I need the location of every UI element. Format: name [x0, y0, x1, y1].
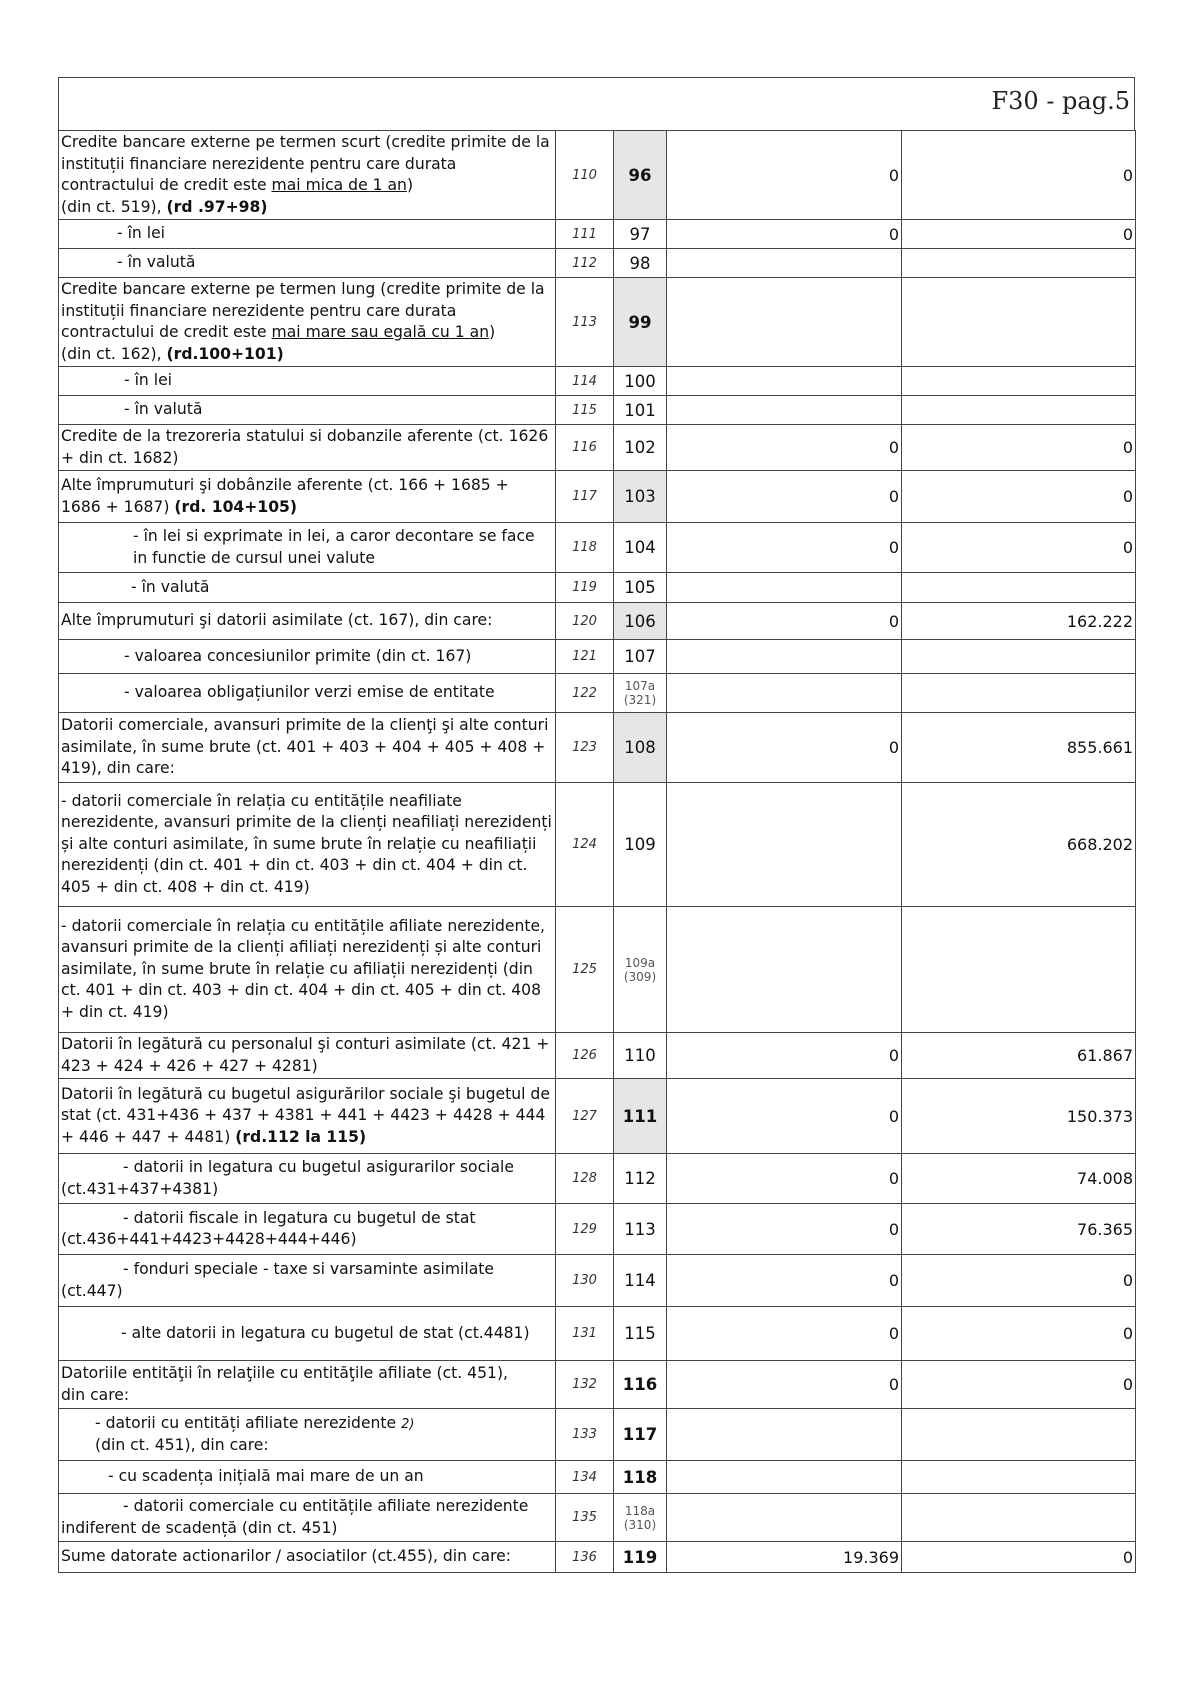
- row-description: Alte împrumuturi şi datorii asimilate (ct. 167), din care:: [59, 603, 556, 640]
- table-row: [59, 220, 1136, 249]
- row-description: - datorii comerciale în relația cu entitățile neafiliate nerezidente, avansuri primite de la clienți neafiliați nerezidenți și alte conturi asimilate, în sume brute în relație cu neafiliații nerezidenți (din ct. 401 + din ct. 403 + din ct. 404 + din ct. 405 + din ct. 408 + din ct. 419): [59, 783, 556, 907]
- table-row: [59, 367, 1136, 396]
- value-previous: 0: [667, 471, 902, 523]
- form-page: [58, 77, 1135, 1573]
- value-current: 0: [902, 220, 1136, 249]
- value-current: 150.373: [902, 1079, 1136, 1154]
- value-previous: [667, 1409, 902, 1461]
- row-code: 115: [556, 396, 614, 425]
- row-number: 116: [614, 1361, 667, 1409]
- value-previous: 0: [667, 1307, 902, 1361]
- row-description: - datorii fiscale in legatura cu bugetul de stat (ct.436+441+4423+4428+444+446): [59, 1204, 556, 1255]
- row-code: 117: [556, 471, 614, 523]
- value-current: 0: [902, 425, 1136, 471]
- row-code: 130: [556, 1255, 614, 1307]
- value-current: 76.365: [902, 1204, 1136, 1255]
- table-row: [59, 713, 1136, 783]
- row-code: 132: [556, 1361, 614, 1409]
- row-number: 115: [614, 1307, 667, 1361]
- row-description: - alte datorii in legatura cu bugetul de stat (ct.4481): [59, 1307, 556, 1361]
- row-number: 102: [614, 425, 667, 471]
- value-current: 0: [902, 1307, 1136, 1361]
- value-previous: 0: [667, 1033, 902, 1079]
- row-description: - în lei si exprimate in lei, a caror decontare se face in functie de cursul unei valute: [59, 523, 556, 573]
- row-number: 112: [614, 1154, 667, 1204]
- row-code: 126: [556, 1033, 614, 1079]
- table-row: [59, 471, 1136, 523]
- table-row: [59, 523, 1136, 573]
- row-code: 123: [556, 713, 614, 783]
- row-number: 109: [614, 783, 667, 907]
- value-previous: 19.369: [667, 1542, 902, 1573]
- table-row: [59, 249, 1136, 278]
- value-current: [902, 278, 1136, 367]
- value-current: 668.202: [902, 783, 1136, 907]
- row-code: 135: [556, 1494, 614, 1542]
- value-current: [902, 1494, 1136, 1542]
- value-previous: 0: [667, 713, 902, 783]
- row-code: 124: [556, 783, 614, 907]
- value-previous: 0: [667, 1154, 902, 1204]
- row-description: Datorii comerciale, avansuri primite de la clienţi şi alte conturi asimilate, în sume brute (ct. 401 + 403 + 404 + 405 + 408 + 419), din care:: [59, 713, 556, 783]
- value-previous: [667, 278, 902, 367]
- row-code: 114: [556, 367, 614, 396]
- row-number: 118a (310): [614, 1494, 667, 1542]
- table-row: [59, 674, 1136, 713]
- table-row: [59, 425, 1136, 471]
- row-number: 107: [614, 640, 667, 674]
- row-code: 127: [556, 1079, 614, 1154]
- row-number: 117: [614, 1409, 667, 1461]
- table-row: [59, 907, 1136, 1033]
- value-current: [902, 674, 1136, 713]
- value-current: [902, 1461, 1136, 1494]
- value-previous: 0: [667, 1079, 902, 1154]
- row-description: - valoarea concesiunilor primite (din ct. 167): [59, 640, 556, 674]
- row-description: Credite de la trezoreria statului si dobanzile aferente (ct. 1626 + din ct. 1682): [59, 425, 556, 471]
- value-current: [902, 367, 1136, 396]
- row-number: 100: [614, 367, 667, 396]
- row-description: - datorii cu entități afiliate nerezidente 2) (din ct. 451), din care:: [59, 1409, 556, 1461]
- row-number: 109a (309): [614, 907, 667, 1033]
- row-number: 111: [614, 1079, 667, 1154]
- row-description: - datorii comerciale în relația cu entitățile afiliate nerezidente, avansuri primite de la clienți afiliați nerezidenți și alte conturi asimilate, în sume brute în relație cu afiliații nerezidenți (din ct. 401 + din ct. 403 + din ct. 404 + din ct. 405 + din ct. 408 + din ct. 419): [59, 907, 556, 1033]
- table-row: [59, 1255, 1136, 1307]
- row-code: 112: [556, 249, 614, 278]
- table-row: [59, 603, 1136, 640]
- page-header: [58, 77, 1135, 130]
- row-description: - în valută: [59, 573, 556, 603]
- row-number: 118: [614, 1461, 667, 1494]
- value-current: [902, 907, 1136, 1033]
- row-code: 133: [556, 1409, 614, 1461]
- row-code: 119: [556, 573, 614, 603]
- value-current: 0: [902, 471, 1136, 523]
- value-current: 61.867: [902, 1033, 1136, 1079]
- value-previous: [667, 249, 902, 278]
- value-previous: [667, 396, 902, 425]
- value-previous: [667, 674, 902, 713]
- table-row: [59, 640, 1136, 674]
- row-description: Datoriile entităţii în relaţiile cu entităţile afiliate (ct. 451), din care:: [59, 1361, 556, 1409]
- value-current: [902, 249, 1136, 278]
- row-description: - cu scadența inițială mai mare de un an: [59, 1461, 556, 1494]
- value-previous: [667, 367, 902, 396]
- row-number: 105: [614, 573, 667, 603]
- value-current: [902, 573, 1136, 603]
- row-number: 110: [614, 1033, 667, 1079]
- table-row: [59, 1307, 1136, 1361]
- table-row: [59, 1461, 1136, 1494]
- value-previous: [667, 1461, 902, 1494]
- row-number: 119: [614, 1542, 667, 1573]
- row-number: 108: [614, 713, 667, 783]
- row-description: - în valută: [59, 249, 556, 278]
- value-current: 162.222: [902, 603, 1136, 640]
- value-current: 0: [902, 1361, 1136, 1409]
- table-row: [59, 1154, 1136, 1204]
- row-number: 98: [614, 249, 667, 278]
- row-code: 121: [556, 640, 614, 674]
- row-code: 128: [556, 1154, 614, 1204]
- table-row: [59, 1409, 1136, 1461]
- value-previous: 0: [667, 220, 902, 249]
- row-description: - datorii in legatura cu bugetul asigurarilor sociale (ct.431+437+4381): [59, 1154, 556, 1204]
- row-description: - fonduri speciale - taxe si varsaminte asimilate (ct.447): [59, 1255, 556, 1307]
- table-row: [59, 1033, 1136, 1079]
- value-current: 0: [902, 1255, 1136, 1307]
- row-description: Datorii în legătură cu personalul şi conturi asimilate (ct. 421 + 423 + 424 + 426 + 427 + 4281): [59, 1033, 556, 1079]
- page-label: F30 - pag.5: [991, 87, 1130, 115]
- table-row: [59, 1494, 1136, 1542]
- row-code: 120: [556, 603, 614, 640]
- value-previous: 0: [667, 523, 902, 573]
- row-code: 111: [556, 220, 614, 249]
- row-description: Credite bancare externe pe termen lung (credite primite de la instituții financiare nerezidente pentru care durata contractului de credit este mai mare sau egală cu 1 an) (din ct. 162), (rd.100+101): [59, 278, 556, 367]
- row-description: - în valută: [59, 396, 556, 425]
- value-current: 0: [902, 523, 1136, 573]
- row-number: 103: [614, 471, 667, 523]
- row-description: - în lei: [59, 367, 556, 396]
- liabilities-table: [58, 130, 1136, 1573]
- row-code: 122: [556, 674, 614, 713]
- value-previous: 0: [667, 131, 902, 220]
- value-previous: [667, 1494, 902, 1542]
- row-description: Alte împrumuturi şi dobânzile aferente (ct. 166 + 1685 + 1686 + 1687) (rd. 104+105): [59, 471, 556, 523]
- row-code: 110: [556, 131, 614, 220]
- row-number: 96: [614, 131, 667, 220]
- row-description: Credite bancare externe pe termen scurt (credite primite de la instituții financiare nerezidente pentru care durata contractului de credit este mai mica de 1 an) (din ct. 519), (rd .97+98): [59, 131, 556, 220]
- row-code: 116: [556, 425, 614, 471]
- table-row: [59, 131, 1136, 220]
- row-description: - în lei: [59, 220, 556, 249]
- value-previous: [667, 783, 902, 907]
- value-previous: [667, 640, 902, 674]
- row-description: - datorii comerciale cu entitățile afiliate nerezidente indiferent de scadență (din ct. 451): [59, 1494, 556, 1542]
- table-row: [59, 573, 1136, 603]
- value-previous: 0: [667, 1361, 902, 1409]
- table-row: [59, 783, 1136, 907]
- value-current: 74.008: [902, 1154, 1136, 1204]
- table-row: [59, 1204, 1136, 1255]
- value-previous: 0: [667, 425, 902, 471]
- value-current: 0: [902, 1542, 1136, 1573]
- value-current: [902, 640, 1136, 674]
- table-row: [59, 278, 1136, 367]
- row-description: Sume datorate actionarilor / asociatilor (ct.455), din care:: [59, 1542, 556, 1573]
- row-description: Datorii în legătură cu bugetul asigurărilor sociale şi bugetul de stat (ct. 431+436 + 437 + 4381 + 441 + 4423 + 4428 + 444 + 446 + 447 + 4481) (rd.112 la 115): [59, 1079, 556, 1154]
- value-previous: 0: [667, 603, 902, 640]
- value-previous: 0: [667, 1204, 902, 1255]
- table-row: [59, 396, 1136, 425]
- table-row: [59, 1361, 1136, 1409]
- value-previous: [667, 573, 902, 603]
- row-code: 129: [556, 1204, 614, 1255]
- row-number: 113: [614, 1204, 667, 1255]
- row-code: 134: [556, 1461, 614, 1494]
- row-code: 131: [556, 1307, 614, 1361]
- value-current: 0: [902, 131, 1136, 220]
- value-previous: [667, 907, 902, 1033]
- value-previous: 0: [667, 1255, 902, 1307]
- row-code: 113: [556, 278, 614, 367]
- row-code: 136: [556, 1542, 614, 1573]
- row-description: - valoarea obligațiunilor verzi emise de entitate: [59, 674, 556, 713]
- value-current: 855.661: [902, 713, 1136, 783]
- row-number: 99: [614, 278, 667, 367]
- row-number: 107a (321): [614, 674, 667, 713]
- row-number: 97: [614, 220, 667, 249]
- row-number: 114: [614, 1255, 667, 1307]
- row-code: 118: [556, 523, 614, 573]
- row-number: 101: [614, 396, 667, 425]
- row-number: 106: [614, 603, 667, 640]
- value-current: [902, 1409, 1136, 1461]
- table-row: [59, 1542, 1136, 1573]
- row-code: 125: [556, 907, 614, 1033]
- table-row: [59, 1079, 1136, 1154]
- row-number: 104: [614, 523, 667, 573]
- value-current: [902, 396, 1136, 425]
